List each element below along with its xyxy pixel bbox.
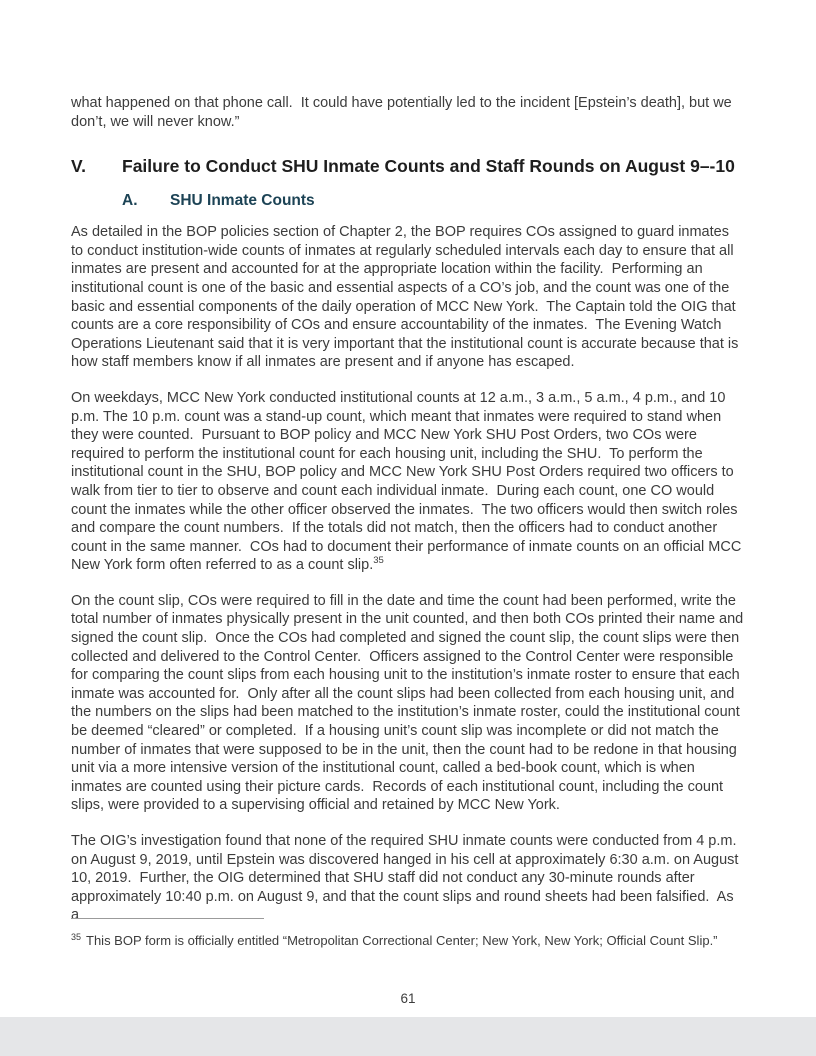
footnote-35-text: This BOP form is officially entitled “Metropolitan Correctional Center; New York, New York; Official Count Slip.”: [86, 933, 718, 948]
paragraph-count-slip-process: On the count slip, COs were required to fill in the date and time the count had been performed, write the total number of inmates physically present in the unit counted, and then both COs printed their name and signed the count slip. Once the COs had completed and signed the count slip, the count slips were then collected and delivered to the Control Center. Officers assigned to the Control Center were responsible for comparing the count slips from each housing unit to the institution’s inmate roster to ensure that each inmate was accounted for. Only after all the count slips had been collected from each housing unit, and the numbers on the slips had been matched to the institution’s inmate roster, could the institutional count be deemed “cleared” or completed. If a housing unit’s count slip was incomplete or did not match the number of inmates that were supposed to be in the unit, then the count had to be redone in that housing unit via a more intensive version of the institutional count, called a bed-book count, which is when inmates are counted using their picture cards. Records of each institutional count, including the count slips, were provided to a supervising official and retained by MCC New York.: [71, 592, 748, 814]
paragraph-count-procedure: [71, 389, 745, 575]
subsection-title: SHU Inmate Counts: [170, 192, 315, 210]
paragraph-continuation: what happened on that phone call. It could have potentially led to the incident [Epstein’s death], but we don’t, we will never know.”: [71, 95, 736, 130]
paragraph-counts-policy: As detailed in the BOP policies section of Chapter 2, the BOP requires COs assigned to guard inmates to conduct institution-wide counts of inmates at regularly scheduled intervals each day to ensure that all inmates are present and accounted for at the appropriate location within the facility. Performing an institutional count is one of the basic and essential aspects of a CO’s job, and the count was one of the basic and essential components of the daily operation of MCC New York. The Captain told the OIG that counts are a core responsibility of COs and ensure accountability of the inmates. The Evening Watch Operations Lieutenant said that it is very important that the institutional count is accurate because that is how staff members know if all inmates are present and if anyone has escaped.: [71, 224, 743, 371]
paragraph-oig-findings: The OIG’s investigation found that none of the required SHU inmate counts were conducted from 4 p.m. on August 9, 2019, until Epstein was discovered hanged in his cell at approximately 6:30 a.m. on August 10, 2019. Further, the OIG determined that SHU staff did not conduct any 30-minute rounds after approximately 10:40 p.m. on August 9, and that the count slips and round sheets had been falsified. As a: [71, 833, 743, 924]
paragraph-count-procedure-text: On weekdays, MCC New York conducted institutional counts at 12 a.m., 3 a.m., 5 a.m., 4 p.m., and 10 p.m. The 10 p.m. count was a stand-up count, which meant that inmates were required to stand when they were counted. Pursuant to BOP policy and MCC New York SHU Post Orders, two COs were required to perform the institutional count for each housing unit, including the SHU. To perform the institutional count in the SHU, BOP policy and MCC New York SHU Post Orders required two officers to walk from tier to tier to observe and count each individual inmate. During each count, one CO would count the inmates while the other officer observed the inmates. The two officers would then switch roles and compare the count numbers. If the totals did not match, then the officers had to conduct another count in the same manner. COs had to document their performance of inmate counts on an official MCC New York form often referred to as a count slip.: [71, 389, 746, 574]
section-number: V.: [71, 156, 86, 177]
footnote-35: [71, 933, 745, 949]
footnote-reference-35: 35: [373, 555, 384, 567]
section-heading: [71, 155, 745, 177]
footnote-separator-rule: [71, 918, 264, 919]
footnote-area: [71, 918, 745, 949]
page-number: 61: [400, 991, 416, 1006]
subsection-letter: A.: [122, 192, 138, 210]
footnote-35-marker: 35: [71, 931, 82, 942]
page-content: [71, 0, 748, 925]
footer-bar: [0, 1017, 816, 1056]
subsection-heading: [122, 191, 745, 211]
section-title: Failure to Conduct SHU Inmate Counts and Staff Rounds on August 9–-10: [122, 156, 735, 177]
